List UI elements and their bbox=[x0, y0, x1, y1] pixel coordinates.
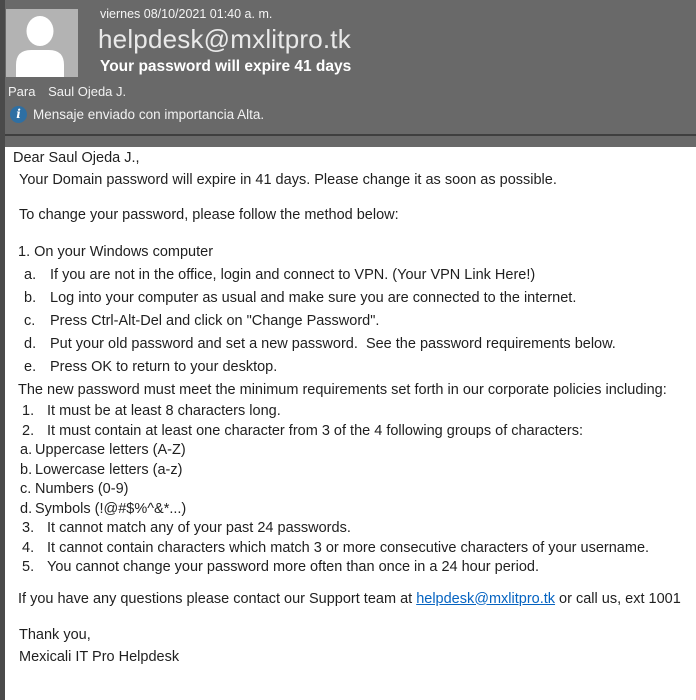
list-item bbox=[5, 264, 696, 287]
list-marker: c. bbox=[20, 481, 32, 497]
list-item bbox=[5, 461, 696, 481]
list-marker: a. bbox=[24, 267, 37, 283]
list-marker: 4. bbox=[22, 539, 35, 556]
header-substrip bbox=[0, 136, 696, 147]
list-item bbox=[5, 500, 696, 520]
list-item bbox=[5, 356, 696, 379]
section-title: 1. On your Windows computer bbox=[18, 244, 214, 260]
message-subject: Your password will expire 41 days bbox=[100, 58, 352, 75]
contact-text-before: If you have any questions please contact our Support team at bbox=[18, 590, 417, 607]
list-marker: 1. bbox=[22, 403, 35, 419]
spacer bbox=[5, 578, 696, 588]
list-marker: c. bbox=[24, 313, 36, 329]
list-text: It cannot match any of your past 24 passwords. bbox=[47, 520, 351, 536]
helpdesk-email-link[interactable]: helpdesk@mxlitpro.tk bbox=[416, 590, 556, 607]
recipient-name[interactable]: Saul Ojeda J. bbox=[48, 84, 127, 99]
intro-line: Your Domain password will expire in 41 days. Please change it as soon as possible. bbox=[19, 172, 557, 188]
to-label: Para bbox=[8, 84, 36, 99]
list-item bbox=[5, 480, 696, 500]
list-text: Put your old password and set a new password. See the password requirements below. bbox=[50, 336, 616, 352]
recipient-row bbox=[8, 84, 126, 99]
list-item bbox=[5, 310, 696, 333]
list-marker: 3. bbox=[22, 520, 35, 536]
requirements-intro: The new password must meet the minimum requirements set forth in our corporate policies including: bbox=[18, 382, 667, 398]
list-item bbox=[5, 539, 696, 559]
list-marker: b. bbox=[20, 461, 33, 478]
info-icon: i bbox=[10, 106, 27, 123]
list-text: Log into your computer as usual and make sure you are connected to the internet. bbox=[50, 290, 577, 306]
message-body bbox=[5, 147, 696, 700]
list-text: Numbers (0-9) bbox=[35, 481, 129, 497]
list-text: Press OK to return to your desktop. bbox=[50, 359, 278, 375]
importance-banner[interactable] bbox=[10, 104, 264, 124]
list-text: It cannot contain characters which match 3 or more consecutive characters of your username. bbox=[47, 539, 650, 556]
list-text: It must be at least 8 characters long. bbox=[47, 403, 281, 419]
spacer bbox=[5, 226, 696, 241]
list-text: Lowercase letters (a-z) bbox=[35, 461, 183, 478]
list-text: Uppercase letters (A-Z) bbox=[35, 442, 186, 458]
contact-text-after: or call us, ext 1001 bbox=[555, 590, 681, 607]
list-text: Press Ctrl-Alt-Del and click on "Change Password". bbox=[50, 313, 380, 329]
list-marker: b. bbox=[24, 290, 37, 306]
list-item bbox=[5, 441, 696, 461]
list-item bbox=[5, 402, 696, 422]
change-intro-line: To change your password, please follow the method below: bbox=[19, 207, 399, 223]
list-marker: a. bbox=[20, 442, 33, 458]
list-marker: 2. bbox=[22, 422, 35, 439]
signoff-line-1: Thank you, bbox=[19, 626, 91, 643]
message-date: viernes 08/10/2021 01:40 a. m. bbox=[100, 7, 273, 21]
list-text: You cannot change your password more often than once in a 24 hour period. bbox=[47, 559, 539, 575]
list-text: Symbols (!@#$%^&*...) bbox=[35, 500, 187, 517]
spacer bbox=[5, 610, 696, 624]
greeting-line: Dear Saul Ojeda J., bbox=[13, 150, 140, 166]
message-header bbox=[0, 0, 696, 134]
list-item bbox=[5, 519, 696, 539]
requirements-list bbox=[5, 402, 696, 578]
list-item bbox=[5, 422, 696, 442]
list-marker: d. bbox=[20, 500, 33, 517]
list-item bbox=[5, 333, 696, 356]
sender-avatar bbox=[6, 9, 78, 77]
signoff-line-2: Mexicali IT Pro Helpdesk bbox=[19, 648, 180, 665]
list-marker: 5. bbox=[22, 559, 35, 575]
contact-line bbox=[5, 588, 696, 610]
person-silhouette-icon bbox=[6, 9, 78, 77]
list-text: If you are not in the office, login and connect to VPN. (Your VPN Link Here!) bbox=[50, 267, 536, 283]
window-left-border bbox=[0, 0, 5, 700]
list-item bbox=[5, 558, 696, 578]
list-marker: e. bbox=[24, 359, 37, 375]
list-item bbox=[5, 287, 696, 310]
list-marker: d. bbox=[24, 336, 37, 352]
sender-address[interactable]: helpdesk@mxlitpro.tk bbox=[98, 24, 351, 54]
spacer bbox=[5, 191, 696, 204]
list-text: It must contain at least one character from 3 of the 4 following groups of characters: bbox=[47, 422, 583, 439]
importance-text: Mensaje enviado con importancia Alta. bbox=[33, 106, 265, 122]
steps-list bbox=[5, 264, 696, 379]
